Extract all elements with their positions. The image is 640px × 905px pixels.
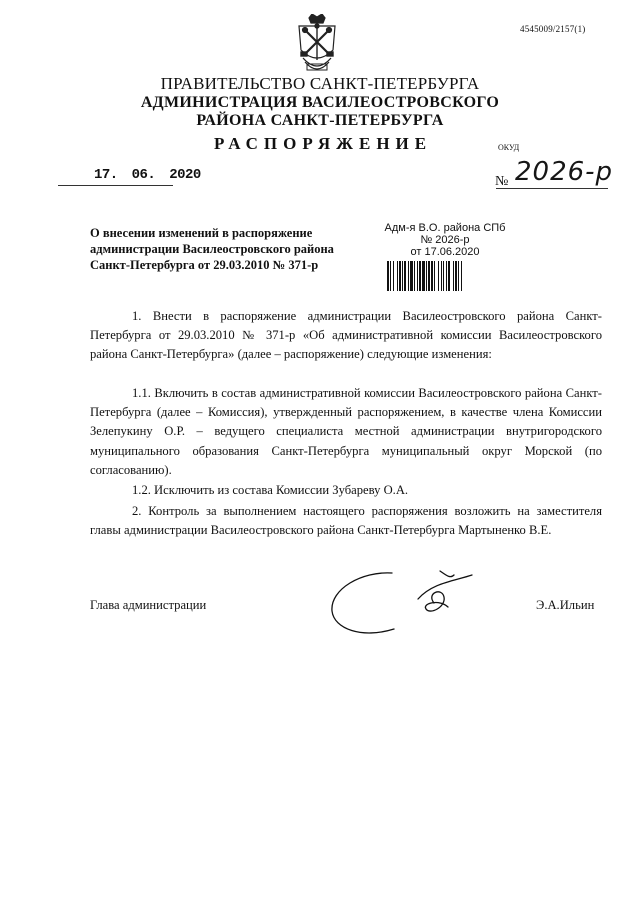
coat-of-arms-icon — [287, 14, 347, 78]
stamp-line: № 2026-р — [420, 234, 470, 246]
government-name: ПРАВИТЕЛЬСТВО САНКТ-ПЕТЕРБУРГА — [160, 74, 480, 93]
subject-line: О внесении изменений в распоряжение — [90, 226, 313, 240]
date-underline — [58, 185, 173, 186]
document-type-title: РАСПОРЯЖЕНИЕ — [214, 134, 433, 153]
administration-name: АДМИНИСТРАЦИЯ ВАСИЛЕОСТРОВСКОГО — [140, 94, 500, 111]
barcode-icon — [387, 261, 503, 291]
okud-label: ОКУД — [498, 143, 520, 152]
registration-stamp — [374, 222, 516, 291]
paragraph-1-2: 1.2. Исключить из состава Комиссии Зубареву О.А. — [132, 483, 409, 497]
signatory-position: Глава администрации — [90, 598, 207, 612]
subject-line: Санкт-Петербурга от 29.03.2010 № 371-р — [90, 258, 319, 272]
document-number: 2026-р — [515, 157, 614, 187]
document-registration-number: 4545009/2157(1) — [520, 24, 586, 34]
administration-district: РАЙОНА САНКТ-ПЕТЕРБУРГА — [196, 112, 444, 129]
number-underline — [496, 188, 608, 189]
paragraph-2: 2. Контроль за выполнением настоящего распоряжения возложить на заместителя главы администрации Василеостровского района Санкт-Петербурга Мартыненко В.Е. — [90, 504, 602, 538]
signatory-name: Э.А.Ильин — [536, 598, 595, 612]
number-label: № — [495, 174, 509, 189]
document-subject — [90, 225, 370, 273]
stamp-line: Адм-я В.О. района СПб — [384, 222, 506, 234]
paragraph-1: 1. Внести в распоряжение администрации Василеостровского района Санкт-Петербурга от 29.03.2010 № 371-р «Об административной комиссии Василеостровского района Санкт-Петербурга» (далее – распоряжение) следующие изменения: — [90, 309, 602, 362]
paragraph-1-1: 1.1. Включить в состав административной комиссии Василеостровского района Санкт-Петербурга (далее – Комиссия), утвержденный распоряжением, в качестве члена Комиссии Зелепукину О.Р. – ведущего специалиста местной администрации внутригородского муниципального образования Санкт-Петербурга муниципальный округ Морской (по согласованию). — [90, 386, 602, 477]
handwritten-signature — [322, 563, 482, 643]
subject-line: администрации Василеостровского района — [90, 242, 334, 256]
stamp-line: от 17.06.2020 — [410, 246, 480, 258]
document-date: 17. 06. 2020 — [94, 167, 201, 183]
